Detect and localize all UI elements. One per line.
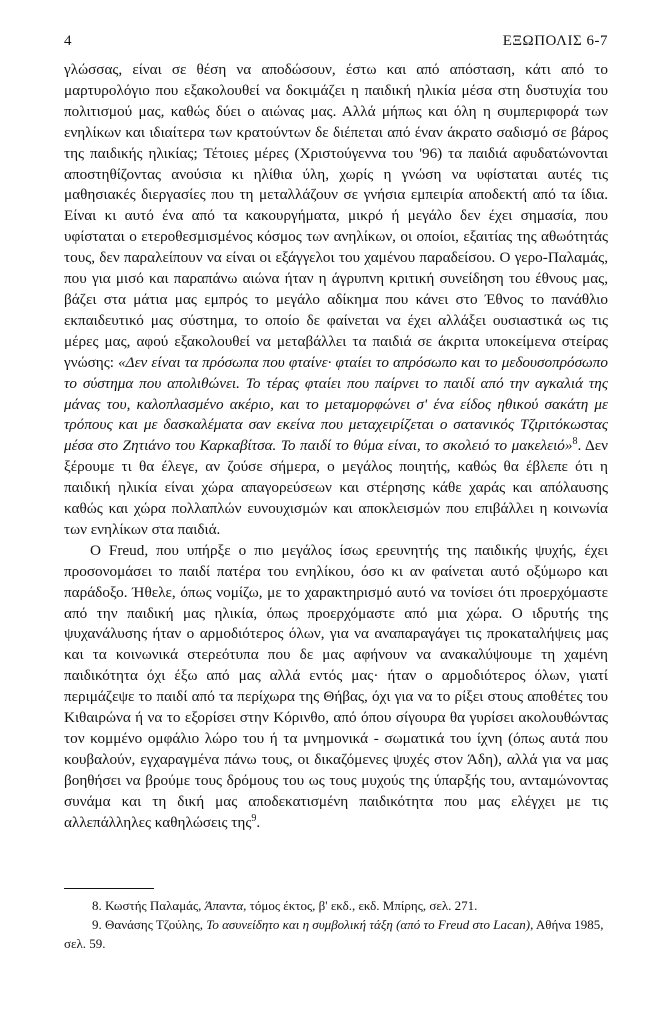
paragraph-2-text: Ο Freud, που υπήρξε ο πιο μεγάλος ίσως ερευνητής της παιδικής ψυχής, έχει προσονομάσει το παιδί πατέρα του ενηλίκου, όσο κι αν φαίνεται αυτό οξύμωρο και παράδοξο. Ήθελε, όπως νομίζω, με το χαρακτηρισμό αυτό να τονίσει ότι προερχόμαστε από την παιδική μας ηλικία, όπως προερχόμαστε από μια χώρα. Ο ιδρυτής της ψυχανάλυσης ήταν ο αρμοδιότερος όλων, για να αναπαραγάγει τις προκαταλήψεις μας και τα κοινωνικά στερεότυπα που δε μας αφήνουν να ανακαλύψουμε τη χαμένη παιδικότητα όχι έξω από μας αλλά εντός μας· ήταν ο αρμοδιότερος όλων, γιατί περιμάζεψε το παιδί από τα περίχωρα της Θήβας, όχι για να το ρίξει στους αποθέτες του Κιθαιρώνα ή να το εξορίσει στην Κόρινθο, από όπου σίγουρα θα γυρίσει ακολουθώντας τον κομμένο ομφάλιο λώρο του ή τα μνημονικά - σωματικά του ίχνη (όπως αυτά που κουβαλούν, εγχαραγμένα πάνω τους, οι δικαζόμενες ψυχές στον Άδη), αλλά για να μας βοηθήσει να βρούμε τους δρόμους του ως τους μυχούς της ύπαρξής του, ανταμώνοντας συνάμα και τη δική μας αποδεκατισμένη παιδικότητα που μας ελέγχει με τις αλλεπάλληλες καθηλώσεις της <box>64 541 608 831</box>
paragraph-2-end: . <box>256 813 261 831</box>
footnotes <box>64 896 608 953</box>
paragraph-1-text: γλώσσας, είναι σε θέση να αποδώσουν, έστω και από απόσταση, κάτι από το μαρτυρολόγιο που εξακολουθεί να δοκιμάζει η παιδική ηλικία μέσα στη δυστυχία του πολιτισμού μας, καθώς δύει ο αιώνας μας. Αλλά μήπως και όλη η συμπεριφορά των ενηλίκων και ιδιαίτερα των κρατούντων δε διέπεται από έναν άκρατο σαδισμό σε βάρος της παιδικής ηλικίας; Τέτοιες μέρες (Χριστούγεννα του '96) τα παιδιά αφυδατώνονται αποστηθίζοντας ανούσια κι ηλίθια ύλη, χωρίς η γνώση να υφίσταται αυτές τις μαθησιακές διεργασίες που τη μεταλλάζουν σε γνήσια εμπειρία αποδεκτή από τα ίδια. Είναι κι αυτό ένα από τα κακουργήματα, μικρό ή μεγάλο δεν έχει σημασία, που υφίσταται ο ετεροθεσμισμένος κόσμος των ανηλίκων, οι οποίοι, εξαιτίας της αθωότητάς τους, δεν παραλείπουν να είναι οι εξάγγελοι του χαμένου παραδείσου. Ο γερο-Παλαμάς, που για μισό και παραπάνω αιώνα ήταν η άγρυπνη κριτική συνείδηση του έθνους μας, βάζει στα μάτια μας εμπρός το μεγάλο αδίκημα που κάνει στο Έθνος το πανάθλιο εκπαιδευτικό μας σύστημα, το οποίο δε φαίνεται να έχει αλλάξει ουσιαστικά ως τις μέρες μας, αφού εξακολουθεί να μεταβάλλει τα παιδιά σε άκριτα υποκείμενα στείρας γνώσης: <box>64 61 608 371</box>
page-number: 4 <box>64 33 72 49</box>
page-header <box>64 33 608 53</box>
palamas-quote: «Δεν είναι τα πρόσωπα που φταίνε· φταίει το απρόσωπο και το μεδουσοπρόσωπο το σύστημα που απολιθώνει. Το τέρας φταίει που παίρνει το παιδί από την αγκαλιά της μάνας του, καλοπλασμένο ακέριο, και το μεταμορφώνει σ' ένα είδος ηθικού σακάτη με τρόπους και με δασκαλέματα σαν εκείνα που μεταχειρίζεται ο σατανικός Τζιριτόκωστας μέσα στο Ζητιάνο του Καρκαβίτσα. Το παιδί το θύμα είναι, το σκολειό το μακελειό» <box>64 353 608 455</box>
footnote-9 <box>64 915 608 953</box>
footnote-9-details: , Αθήνα 1985, σελ. 59. <box>64 917 604 951</box>
footnote-9-title: Το ασυνείδητο και η συμβολική τάξη (από το Freud στο Lacan) <box>206 917 531 932</box>
footnote-divider <box>64 888 154 889</box>
footnote-8-details: , τόμος έκτος, β' εκδ., εκδ. Μπίρης, σελ. 271. <box>243 898 478 913</box>
footnote-ref-9: 9 <box>251 812 257 824</box>
paragraph-2 <box>64 541 608 834</box>
running-head: ΕΞΩΠΟΛΙΣ 6-7 <box>502 33 608 49</box>
paragraph-1-tail: . Δεν ξέρουμε τι θα έλεγε, αν ζούσε σήμερα, ο μεγάλος ποιητής, καθώς θα έβλεπε ότι η παιδική ηλικία είναι χώρα απαγορεύσεων και στέρησης κάθε χαράς και απόλαυσης καθώς και χώρα πολλαπλών ευνουχισμών και αποκλεισμών που επιβάλλει η κοινωνία των ενηλίκων στα παιδιά. <box>64 437 608 538</box>
footnote-9-author: 9. Θανάσης Τζούλης, <box>92 917 207 932</box>
paragraph-1 <box>64 60 608 541</box>
footnote-ref-8: 8 <box>572 436 578 448</box>
footnote-8 <box>64 896 608 915</box>
footnote-8-author: 8. Κωστής Παλαμάς, <box>92 898 205 913</box>
footnote-8-title: Άπαντα <box>204 898 244 913</box>
body-text <box>64 60 608 834</box>
